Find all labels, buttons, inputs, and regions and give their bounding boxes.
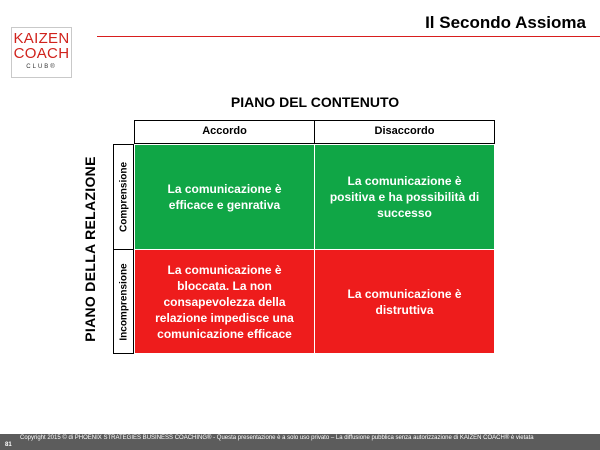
matrix-cell-comprensione-accordo — [134, 144, 315, 250]
logo-line-coach: COACH — [13, 45, 70, 62]
column-header-accordo: Accordo — [134, 120, 315, 144]
page-number: 81 — [5, 442, 12, 448]
footer-bar — [0, 434, 600, 450]
relation-plane-heading-text: PIANO DELLA RELAZIONE — [82, 156, 98, 342]
logo-line-kaizen: KAIZEN — [13, 30, 70, 47]
logo-line-club: CLUB® — [26, 64, 57, 70]
matrix-cell-text: La comunicazione è positiva e ha possibilità di successo — [329, 174, 480, 220]
row-header-comprensione-text: Comprensione — [118, 161, 129, 233]
matrix-cell-comprensione-disaccordo — [314, 144, 495, 250]
matrix-cell-incomprensione-disaccordo — [314, 249, 495, 354]
row-header-incomprensione-text: Incomprensione — [118, 262, 129, 341]
matrix-cell-text: La comunicazione è efficace e genrativa — [167, 182, 282, 212]
header-divider — [97, 36, 600, 37]
row-header-comprensione — [113, 144, 134, 250]
content-plane-heading: PIANO DEL CONTENUTO — [230, 94, 400, 110]
matrix-cell-incomprensione-accordo — [134, 249, 315, 354]
slide-title: Il Secondo Assioma — [425, 13, 586, 32]
row-header-incomprensione — [113, 249, 134, 354]
matrix-cell-text: La comunicazione è bloccata. La non consapevolezza della relazione impedisce una comunicazione efficace — [155, 262, 294, 341]
matrix-cell-text: La comunicazione è distruttiva — [347, 286, 462, 317]
column-header-disaccordo: Disaccordo — [314, 120, 495, 144]
kaizen-coach-logo — [11, 27, 72, 78]
copyright-text: Copyright 2015 © di PHOENIX STRATEGIES BUSINESS COACHING® - Questa presentazione è a solo uso privato – La diffusione pubblica senza autorizzazione di KAIZEN COACH® è vietata — [20, 435, 534, 441]
